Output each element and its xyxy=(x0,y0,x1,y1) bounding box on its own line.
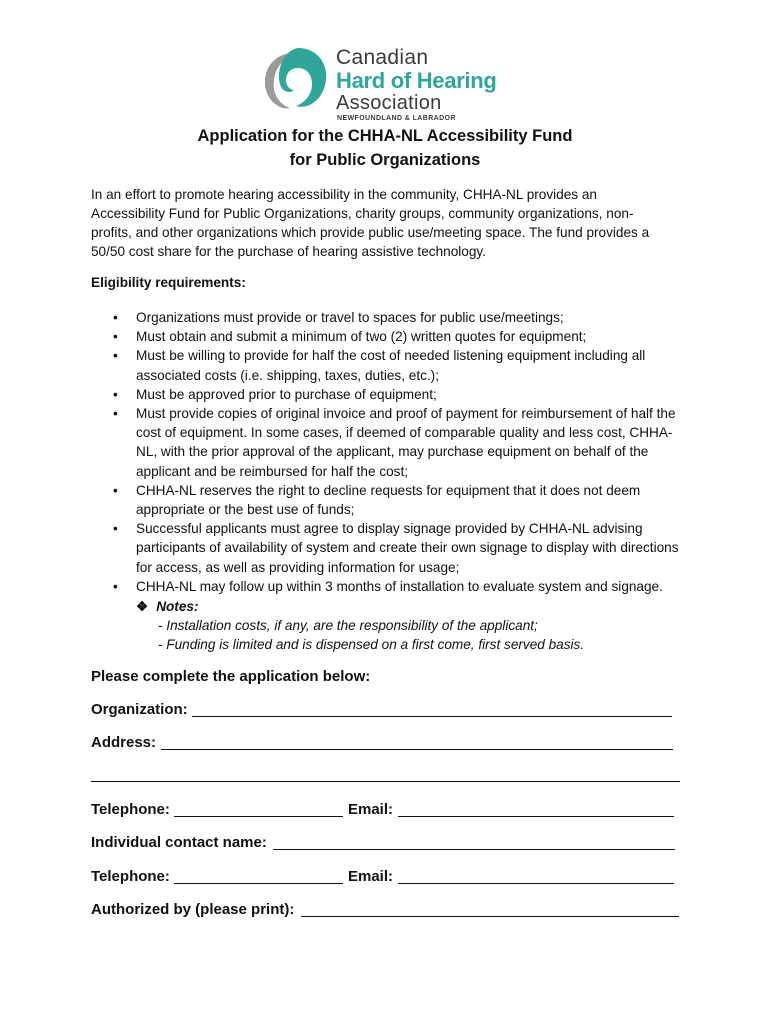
notes-block xyxy=(136,597,584,655)
contact-name-label: Individual contact name: xyxy=(91,834,267,851)
note-item: - Installation costs, if any, are the responsibility of the applicant; xyxy=(158,618,538,634)
list-item xyxy=(113,519,683,577)
note-item: - Funding is limited and is dispensed on a first come, first served basis. xyxy=(158,637,585,653)
organization-label: Organization: xyxy=(91,701,188,718)
bullet-icon: • xyxy=(113,310,118,325)
contact-email-field[interactable] xyxy=(398,883,674,884)
eligibility-list xyxy=(113,308,683,596)
telephone-label: Telephone: xyxy=(91,801,170,818)
logo-line-region: NEWFOUNDLAND & LABRADOR xyxy=(337,115,456,122)
bullet-icon: • xyxy=(113,329,118,345)
ear-logo-icon xyxy=(260,44,332,116)
contact-telephone-field[interactable] xyxy=(174,883,343,884)
email-field[interactable] xyxy=(398,816,674,817)
list-item-text: Must be approved prior to purchase of equipment; xyxy=(136,386,437,402)
list-item-text: Must obtain and submit a minimum of two (2) written quotes for equipment; xyxy=(136,329,587,345)
chha-logo xyxy=(260,44,520,124)
list-item-text: CHHA-NL may follow up within 3 months of installation to evaluate system and signage. xyxy=(136,578,663,594)
list-item xyxy=(113,308,683,327)
bullet-icon: • xyxy=(113,386,118,402)
list-item-text: CHHA-NL reserves the right to decline requests for equipment that it does not deem appropriate or the best use of funds; xyxy=(136,482,641,518)
eligibility-heading: Eligibility requirements: xyxy=(91,275,246,290)
organization-field[interactable] xyxy=(192,716,672,717)
authorized-label: Authorized by (please print): xyxy=(91,901,295,918)
notes-heading-row xyxy=(136,597,584,616)
email-label: Email: xyxy=(348,801,394,818)
address-field-line-2[interactable] xyxy=(91,781,680,782)
page-title-line-2: for Public Organizations xyxy=(289,151,481,169)
list-item-text: Must be willing to provide for half the cost of needed listening equipment including all associated costs (i.e. shipping, taxes, duties, etc.); xyxy=(136,348,646,383)
bullet-icon: • xyxy=(113,482,118,498)
telephone-field[interactable] xyxy=(174,816,343,817)
bullet-icon: • xyxy=(113,578,118,594)
authorized-field[interactable] xyxy=(301,916,679,917)
list-item-text: Organizations must provide or travel to spaces for public use/meetings; xyxy=(136,310,564,325)
contact-name-field[interactable] xyxy=(273,849,675,850)
form-heading: Please complete the application below: xyxy=(91,668,371,685)
intro-paragraph: In an effort to promote hearing accessibility in the community, CHHA-NL provides an Accessibility Fund for Public Organizations, charity groups, community organizations, non-profits, and other organizations which provide public use/meeting space. The fund provides a 50/50 cost share for the purchase of hearing assistive technology. xyxy=(91,187,650,259)
list-item xyxy=(113,404,683,481)
address-field[interactable] xyxy=(161,749,673,750)
contact-email-label: Email: xyxy=(348,868,394,885)
bullet-icon: • xyxy=(113,406,118,422)
bullet-icon: • xyxy=(113,521,118,537)
logo-line-canadian: Canadian xyxy=(336,46,429,69)
page-title-line-1: Application for the CHHA-NL Accessibility Fund xyxy=(197,127,573,145)
list-item xyxy=(113,385,683,404)
contact-telephone-label: Telephone: xyxy=(91,868,170,885)
list-item xyxy=(113,327,683,346)
list-item-text: Must provide copies of original invoice and proof of payment for reimbursement of half the cost of equipment. In some cases, if deemed of comparable quality and less cost, CHHA-NL, with the prior approval of the applicant, may purchase equipment on behalf of the applicant and be reimbursed for half the cost; xyxy=(136,406,676,479)
address-label: Address: xyxy=(91,734,157,751)
logo-line-hard-of-hearing: Hard of Hearing xyxy=(336,68,497,93)
list-item-text: Successful applicants must agree to display signage provided by CHHA-NL advising participants of availability of system and create their own signage to display with directions for access, as well as providing information for usage; xyxy=(136,521,679,575)
bullet-icon: • xyxy=(113,348,118,364)
logo-line-association: Association xyxy=(336,92,442,114)
list-item xyxy=(113,346,683,384)
list-item xyxy=(113,481,683,519)
diamond-bullet-icon: ❖ xyxy=(136,599,149,614)
list-item xyxy=(113,577,683,596)
notes-heading: Notes: xyxy=(156,599,199,614)
